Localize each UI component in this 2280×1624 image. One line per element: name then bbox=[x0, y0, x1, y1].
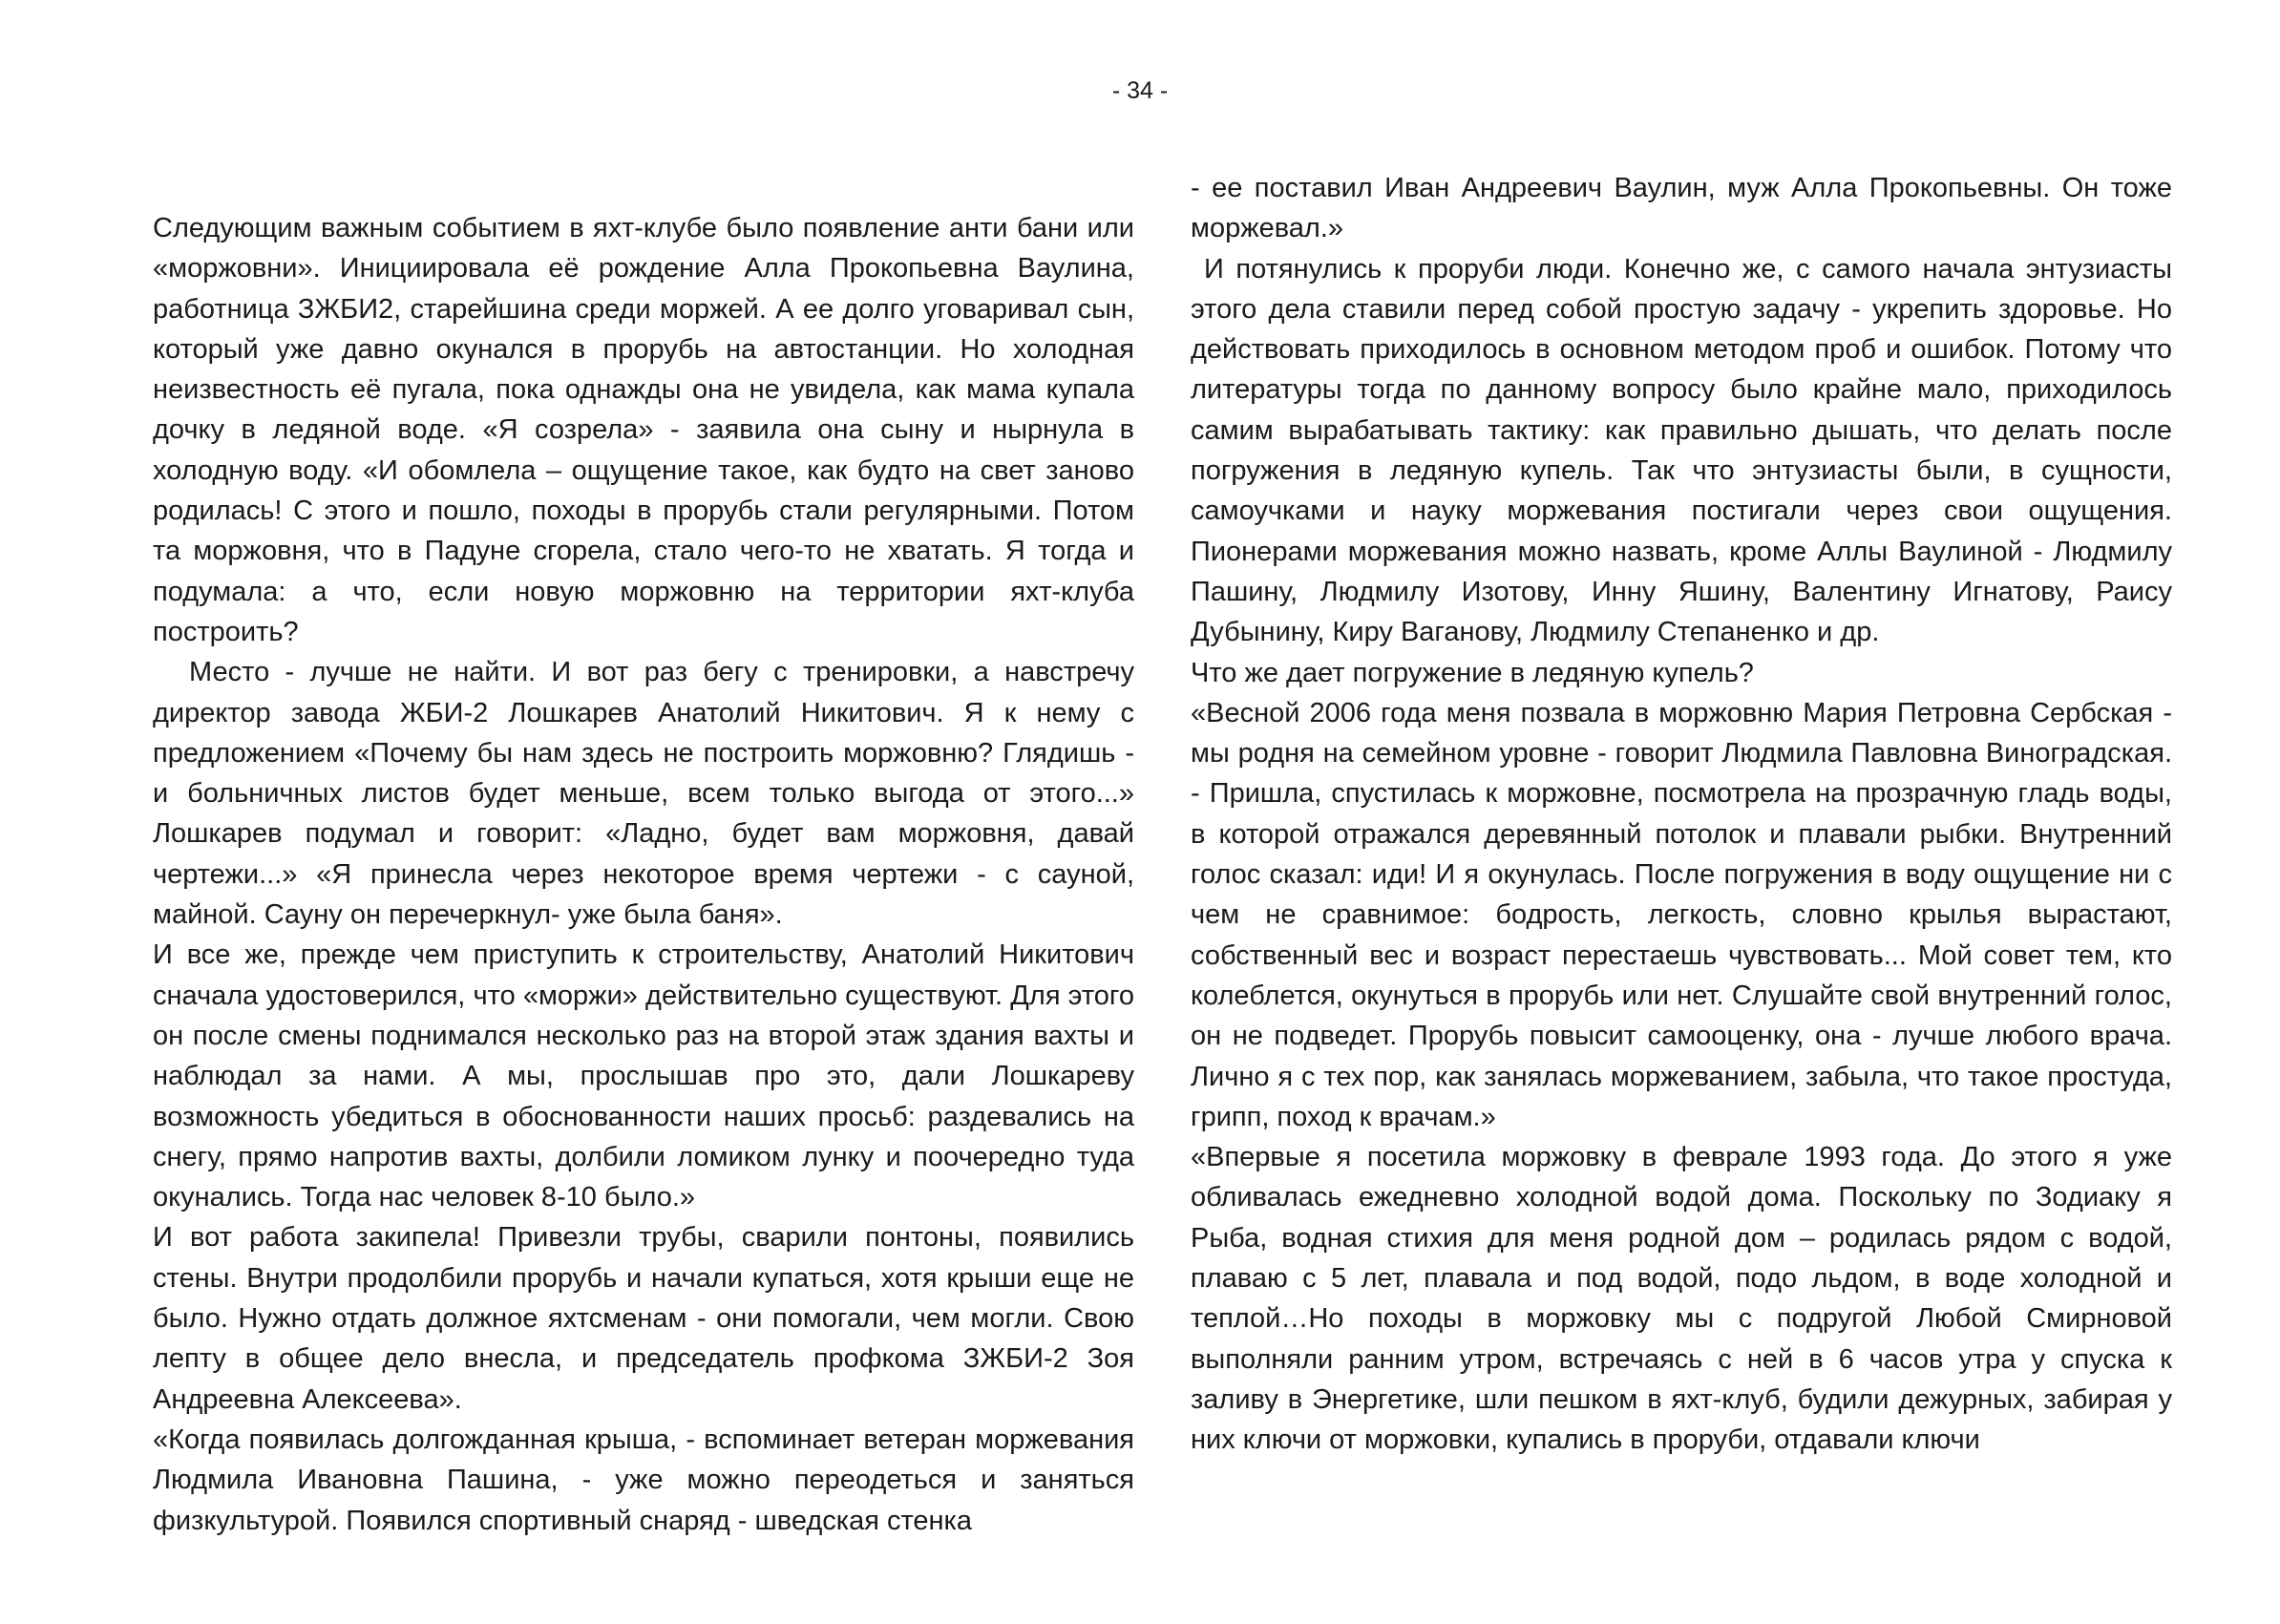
paragraph: И все же, прежде чем приступить к строительству, Анатолий Никитович сначала удостоверился, что «моржи» действительно существуют. Для этого он после смены поднимался несколько раз на второй этаж здания вахты и наблюдал за нами. А мы, прослышав про это, дали Лошкареву возможность убедиться в обоснованности наших просьб: раздевались на снегу, прямо напротив вахты, долбили ломиком лунку и поочередно туда окунались. Тогда нас человек 8-10 было.» bbox=[153, 939, 1134, 1213]
paragraph: Что же дает погружение в ледяную купель? bbox=[1191, 657, 1754, 688]
page-number: - 34 - bbox=[1111, 77, 1169, 104]
paragraph: «Когда появилась долгожданная крыша, - вспоминает ветеран моржевания Людмила Ивановна Пашина, - уже можно переодеться и заняться физкультурой. Появился спортивный снаряд - шведская стенка bbox=[153, 1424, 1134, 1536]
paragraph: Место - лучше не найти. И вот раз бегу с тренировки, а навстречу директор завода ЖБИ-2 Лошкарев Анатолий Никитович. Я к нему с предложением «Почему бы нам здесь не построить моржовню? Глядишь - и больничных листов будет меньше, всем только выгода от этого...» Лошкарев подумал и говорит: «Ладно, будет вам моржовня, давай чертежи...» «Я принесла через некоторое время чертежи - с сауной, майной. Сауну он перечеркнул- уже была баня». bbox=[153, 657, 1134, 931]
paragraph: «Весной 2006 года меня позвала в моржовню Мария Петровна Сербская - мы родня на семейном уровне - говорит Людмила Павловна Виноградская. - Пришла, спустилась к моржовне, посмотрела на прозрачную гладь воды, в которой отражался деревянный потолок и плавали рыбки. Внутренний голос сказал: иди! И я окунулась. После погружения в воду ощущение ни с чем не сравнимое: бодрость, легкость, словно крылья вырастают, собственный вес и возраст перестаешь чувствовать... Мой совет тем, кто колеблется, окунуться в прорубь или нет. Слушайте свой внутренний голос, он не подведет. Прорубь повысит самооценку, она - лучше любого врача. Лично я с тех пор, как занялась моржеванием, забыла, что такое простуда, грипп, поход к врачам.» bbox=[1191, 697, 2172, 1132]
paragraph: И потянулись к проруби люди. Конечно же, с самого начала энтузиасты этого дела ставили перед собой простую задачу - укрепить здоровье. Но действовать приходилось в основном методом проб и ошибок. Потому что литературы тогда по данному вопросу было крайне мало, приходилось самим вырабатывать тактику: как правильно дышать, что делать после погружения в ледяную купель. Так что энтузиасты были, в сущности, самоучками и науку моржевания постигали через свои ощущения. Пионерами моржевания можно назвать, кроме Аллы Ваулиной - Людмилу Пашину, Людмилу Изотову, Инну Яшину, Валентину Игнатову, Раису Дубынину, Киру Ваганову, Людмилу Степаненко и др. bbox=[1191, 253, 2172, 648]
paragraph: «Впервые я посетила моржовку в феврале 1993 года. До этого я уже обливалась ежедневно холодной водой дома. Поскольку по Зодиаку я Рыба, водная стихия для меня родной дом – родилась рядом с водой, плаваю с 5 лет, плавала и под водой, подо льдом, в воде холодной и теплой…Но походы в моржовку мы с подругой Любой Смирновой выполняли ранним утром, встречаясь с ней в 6 часов утра у спуска к заливу в Энергетике, шли пешком в яхт-клуб, будили дежурных, забирая у них ключи от моржовки, купались в проруби, отдавали ключи bbox=[1191, 1142, 2172, 1456]
right-column bbox=[1191, 168, 2172, 1461]
left-column bbox=[153, 208, 1134, 1541]
paragraph: Следующим важным событием в яхт-клубе было появление анти бани или «моржовни». Инициировала её рождение Алла Прокопьевна Ваулина, работница ЗЖБИ2, старейшина среди моржей. А ее долго уговаривал сын, который уже давно окунался в прорубь на автостанции. Но холодная неизвестность её пугала, пока однажды она не увидела, как мама купала дочку в ледяной воде. «Я созрела» - заявила она сыну и нырнула в холодную воду. «И обомлела – ощущение такое, как будто на свет заново родилась! С этого и пошло, походы в прорубь стали регулярными. Потом та моржовня, что в Падуне сгорела, стало чего-то не хватать. Я тогда и подумала: а что, если новую моржовню на территории яхт-клуба построить? bbox=[153, 213, 1134, 647]
paragraph: - ее поставил Иван Андреевич Ваулин, муж Алла Прокопьевны. Он тоже моржевал.» bbox=[1191, 173, 2172, 244]
paragraph: И вот работа закипела! Привезли трубы, сварили понтоны, появились стены. Внутри продолбили прорубь и начали купаться, хотя крыши еще не было. Нужно отдать должное яхтсменам - они помогали, чем могли. Свою лепту в общее дело внесла, и председатель профкома ЗЖБИ-2 Зоя Андреевна Алексеева». bbox=[153, 1222, 1134, 1415]
